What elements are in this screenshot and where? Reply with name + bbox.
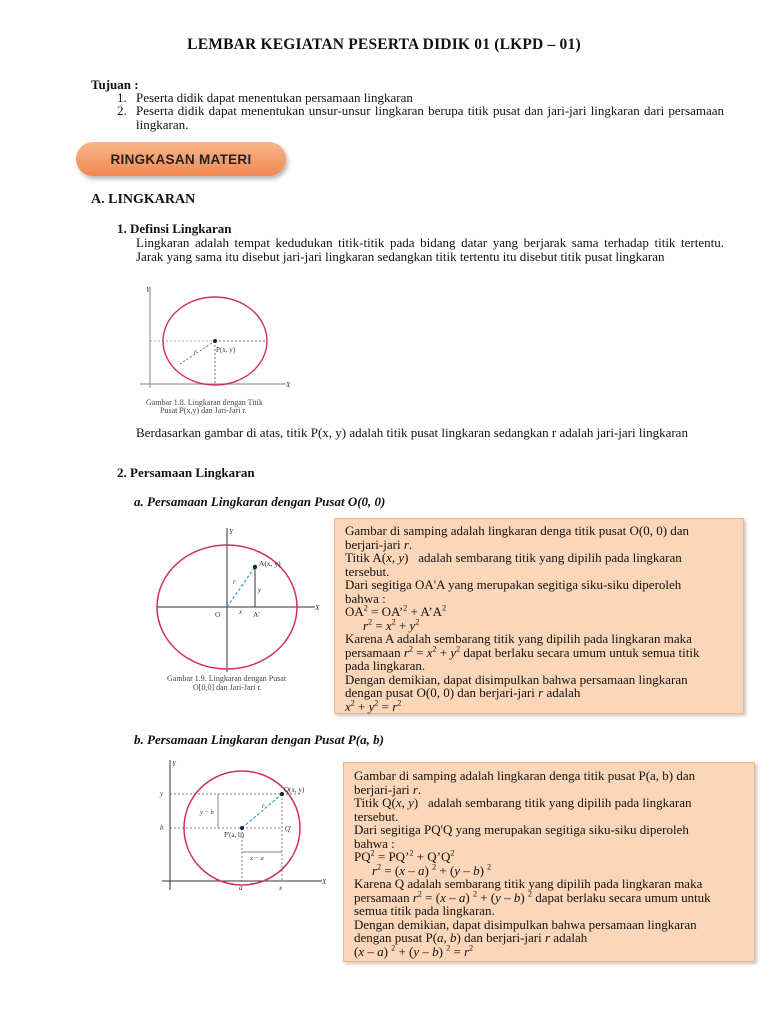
persamaan-heading: 2. Persamaan Lingkaran bbox=[117, 465, 255, 480]
box-b-line-12: Dengan demikian, dapat disimpulkan bahwa persamaan lingkaran bbox=[354, 916, 697, 932]
box-a-line-14: $x^2 + y^2 = r^2$ bbox=[345, 698, 402, 714]
box-b-line-10: persamaan $r^2 = (x - a) ^2 + (y - b)$ $^2$ dapat berlaku secara umum untuk bbox=[354, 889, 711, 905]
tujuan-num-2: 2. bbox=[117, 103, 127, 118]
fig3-label-x: x bbox=[279, 884, 283, 892]
fig3-label-x-axis: X bbox=[322, 878, 327, 886]
box-a-line-6: bahwa : bbox=[345, 590, 386, 606]
tujuan-label: Tujuan : bbox=[91, 77, 139, 92]
fig2-caption-2: O[0,0] dan Jari-Jari r. bbox=[193, 683, 262, 692]
fig1-caption-2: Pusat P(x,y) dan Jari-Jari r. bbox=[160, 406, 247, 415]
definisi-heading: 1. Definsi Lingkaran bbox=[117, 221, 232, 236]
box-b-line-8: $r^2 = (x - a) ^2 + (y - b)$ $^2$ bbox=[372, 862, 492, 878]
tujuan-num-1: 1. bbox=[117, 90, 127, 105]
fig3-label-b: b bbox=[160, 824, 164, 832]
figure-circle-center-origin bbox=[155, 522, 325, 692]
box-a-line-7: $OA^2$ = OA’$^2$ + $A’A^2$ bbox=[345, 603, 447, 619]
berdasarkan-text: Berdasarkan gambar di atas, titik P(x, y) adalah titik pusat lingkaran sedangkan r adalah jari-jari lingkaran bbox=[136, 425, 688, 440]
box-a-line-8: $r^2 = x^2 + y^2$ bbox=[363, 617, 420, 633]
box-b-line-4: tersebut. bbox=[354, 808, 399, 824]
fig1-caption-1: Gambar 1.8. Lingkaran dengan Titik bbox=[146, 398, 263, 407]
info-box-center-ab bbox=[343, 762, 755, 962]
box-a-line-4: tersebut. bbox=[345, 563, 390, 579]
fig2-label-x: X bbox=[315, 603, 320, 612]
box-b-line-9: Karena Q adalah sembarang titik yang dipilih pada lingkaran maka bbox=[354, 876, 703, 891]
fig3-label-r: r bbox=[262, 802, 265, 810]
fig1-label-p: P(x, y) bbox=[216, 346, 236, 354]
fig2-caption-1: Gambar 1.9. Lingkaran dengan Pusat bbox=[167, 674, 287, 683]
box-b-line-11: semua titik pada lingkaran. bbox=[354, 903, 495, 918]
box-a-line-13: dengan pusat O(0, 0) dan berjari-jari r adalah bbox=[345, 685, 581, 700]
box-b-line-6: bahwa : bbox=[354, 835, 395, 851]
box-b-line-1: Gambar di samping adalah lingkaran denga titik pusat P(a, b) dan bbox=[354, 768, 696, 783]
box-a-line-3: Titik A(x, y) adalah sembarang titik yang dipilih pada lingkaran bbox=[345, 550, 682, 565]
box-b-line-14: (x – a) $^2$ + (y – b) $^2 = r^2$ bbox=[354, 943, 474, 959]
figure-circle-center-p-ab bbox=[150, 756, 330, 892]
page-title: LEMBAR KEGIATAN PESERTA DIDIK 01 (LKPD – 01) bbox=[187, 36, 581, 53]
fig2-label-r: r bbox=[233, 578, 236, 586]
fig3-label-p: P'(a, b) bbox=[224, 831, 244, 839]
box-a-line-2: berjari-jari r. bbox=[345, 536, 413, 552]
definisi-text: Lingkaran adalah tempat kedudukan titik-titik pada bidang datar yang berjarak sama terhadap titik tertentu. Jarak yang sama itu disebut jari-jari lingkaran sedangkan titik tertentu itu disebut titik pusat lingkaran bbox=[136, 235, 724, 264]
box-a-line-9: Karena A adalah sembarang titik yang dipilih pada lingkaran maka bbox=[345, 631, 692, 646]
fig1-label-y: Y bbox=[146, 286, 150, 294]
figure-circle-center-p bbox=[138, 284, 298, 416]
figure-2-svg bbox=[155, 522, 325, 672]
box-a-line-5: Dari segitiga OA'A yang merupakan segitiga siku-siku diperoleh bbox=[345, 577, 682, 592]
fig3-label-y-minus-b: y − b bbox=[200, 809, 214, 816]
fig3-label-a: a bbox=[239, 884, 243, 892]
fig3-label-y-axis: Y bbox=[172, 760, 176, 768]
box-b-line-3: Titik Q(x, y) adalah sembarang titik yang dipilih pada lingkaran bbox=[354, 795, 692, 810]
fig3-label-y: y bbox=[160, 790, 164, 798]
info-box-origin bbox=[334, 518, 744, 714]
fig2-label-a-prime: A' bbox=[253, 610, 260, 619]
box-b-line-5: Dari segitiga PQ'Q yang merupakan segitiga siku-siku diperoleh bbox=[354, 822, 689, 837]
box-a-line-11: pada lingkaran. bbox=[345, 658, 426, 673]
sub-b-heading: b. Persamaan Lingkaran dengan Pusat P(a, b) bbox=[134, 732, 384, 747]
fig1-label-x: X bbox=[286, 381, 291, 389]
tujuan-item-1: Peserta didik dapat menentukan persamaan lingkaran bbox=[136, 90, 413, 105]
figure-1-svg bbox=[138, 284, 298, 416]
box-b-line-7: $PQ^2$ = PQ’$^2$ + $Q’Q^2$ bbox=[354, 848, 455, 864]
box-a-line-1: Gambar di samping adalah lingkaran denga titik pusat O(0, 0) dan bbox=[345, 523, 690, 538]
box-b-line-13: dengan pusat P(a, b) dan berjari-jari r adalah bbox=[354, 930, 588, 945]
box-a-line-12: Dengan demikian, dapat disimpulkan bahwa persamaan lingkaran bbox=[345, 671, 688, 687]
box-b-line-2: berjari-jari r. bbox=[354, 781, 422, 797]
fig1-label-r: r bbox=[194, 348, 197, 356]
fig2-label-ys: y bbox=[258, 586, 262, 594]
fig3-label-q: Q(x, y) bbox=[284, 786, 305, 794]
figure-3-svg bbox=[150, 756, 330, 892]
sub-a-heading: a. Persamaan Lingkaran dengan Pusat O(0, 0) bbox=[134, 494, 386, 509]
section-a-heading: A. LINGKARAN bbox=[91, 192, 196, 207]
tujuan-item-2: Peserta didik dapat menentukan unsur-unsur lingkaran berupa titik pusat dan jari-jari lingkaran dari persamaan lingkaran. bbox=[136, 103, 724, 132]
fig3-label-q-prime: Q' bbox=[285, 825, 292, 833]
fig2-label-xs: x bbox=[239, 608, 243, 616]
fig2-label-a: A(x, y) bbox=[259, 559, 281, 568]
ringkasan-materi-badge: RINGKASAN MATERI bbox=[76, 142, 286, 176]
fig2-label-y: Y bbox=[229, 527, 234, 536]
fig3-label-x-minus-a: x − a bbox=[250, 855, 264, 862]
box-a-line-10: persamaan $r^2 = x^2 + y^2$ dapat berlaku secara umum untuk semua titik bbox=[345, 644, 700, 660]
fig2-label-o: O bbox=[215, 610, 221, 619]
